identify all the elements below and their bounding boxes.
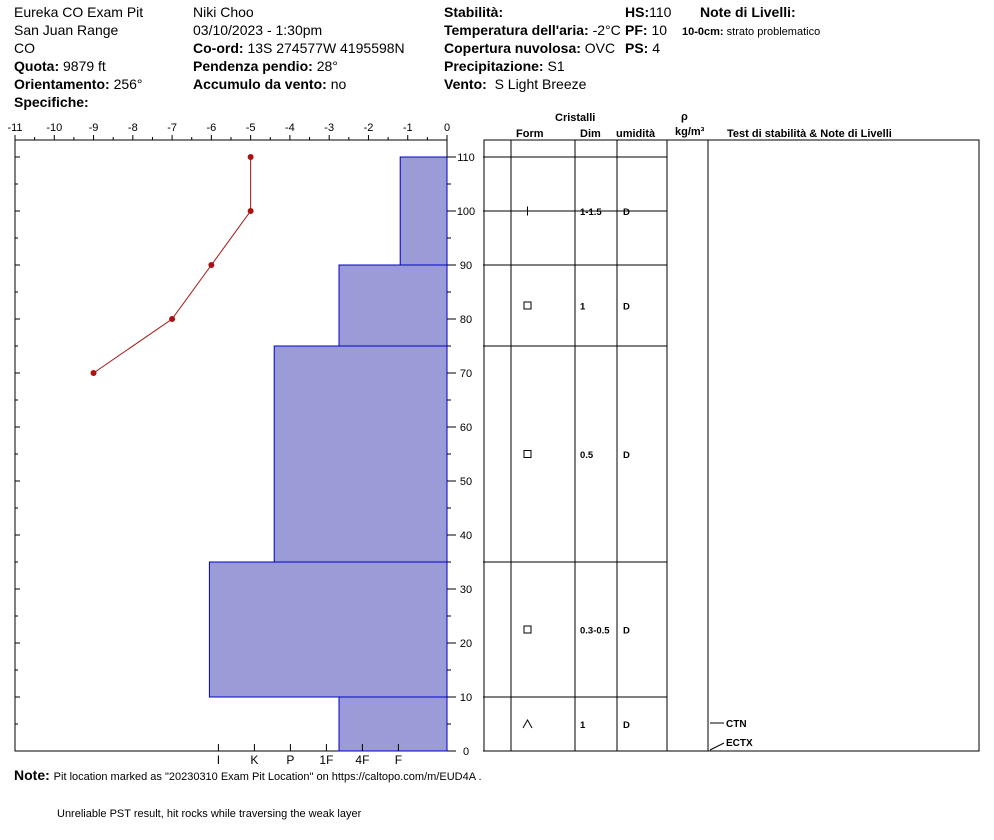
elevation-value: 9879 ft (63, 58, 106, 74)
density-rho-header: ρ (681, 111, 688, 123)
crystals-header: Cristalli (555, 112, 596, 124)
elevation-label: Quota: (14, 58, 60, 74)
temperature-point (248, 154, 254, 160)
faceted-crystals-icon (524, 302, 531, 309)
coord-label: Co-ord: (193, 40, 244, 56)
height-tick-label: 0 (462, 746, 470, 758)
temp-tick-label: -3 (324, 122, 335, 134)
hs-value: 110 (649, 4, 672, 20)
pf-value: 10 (651, 22, 668, 38)
form-header: Form (516, 128, 544, 140)
height-tick-label: 40 (459, 530, 473, 542)
hardness-tick-label: I (216, 753, 221, 767)
height-tick-label: 50 (459, 476, 473, 488)
wind-label: Vento: (444, 76, 487, 92)
temp-tick-label: 0 (443, 122, 451, 134)
layer-size: 1-1.5 (580, 207, 602, 218)
aspect-value: 256° (113, 76, 143, 92)
wind-load-value: no (330, 76, 347, 92)
hardness-bar (209, 562, 447, 697)
hardness-tick-label: P (286, 753, 295, 767)
temp-tick-label: -5 (245, 122, 256, 134)
height-tick-label: 10 (459, 692, 473, 704)
layer-moisture: D (623, 720, 630, 731)
temp-tick-label: -7 (167, 122, 177, 134)
height-tick-label: 20 (459, 638, 473, 650)
temperature-point (248, 208, 254, 214)
hardness-bar (339, 697, 447, 751)
layer-moisture: D (623, 207, 630, 218)
temp-tick-label: -6 (206, 122, 217, 134)
height-tick-label: 30 (459, 584, 473, 596)
notes-line-1: Pit location marked as "20230310 Exam Pit Location" on https://caltopo.com/m/EUD4A . (53, 771, 482, 783)
notes-label: Note: (14, 767, 50, 783)
precip-value: S1 (547, 58, 565, 74)
aspect-label: Orientamento: (14, 76, 110, 92)
layer-size: 0.3-0.5 (580, 625, 610, 637)
cloud-value: OVC (584, 40, 616, 56)
faceted-crystals-icon (524, 626, 531, 633)
pit-name: Eureka CO Exam Pit (14, 4, 144, 20)
stability-notes-header: Test di stabilità & Note di Livelli (727, 128, 892, 140)
range-name: San Juan Range (14, 22, 119, 38)
hs-label: HS: (625, 4, 650, 20)
pf-label: PF: (625, 22, 648, 38)
height-tick-label: 80 (459, 314, 473, 326)
hardness-bar (400, 157, 447, 265)
height-tick-label: 60 (459, 422, 473, 434)
temp-tick-label: -10 (46, 122, 63, 134)
layers-table-frame (484, 140, 979, 751)
specifics-label: Specifiche: (14, 94, 89, 110)
height-tick-label: 70 (459, 368, 473, 380)
coord-value: 13S 274577W 4195598N (247, 40, 405, 56)
ps-value: 4 (652, 40, 661, 56)
wind-load-label: Accumulo da vento: (193, 76, 327, 92)
faceted-crystals-icon (524, 451, 531, 458)
size-header: Dim (580, 128, 601, 140)
wind-value: S Light Breeze (494, 76, 587, 92)
air-temp-value: -2°C (592, 22, 621, 38)
stability-test-label: CTN (726, 719, 747, 730)
height-tick-label: 110 (457, 152, 475, 164)
temperature-point (169, 316, 175, 322)
slope-label: Pendenza pendio: (193, 58, 313, 74)
temp-tick-label: -9 (88, 122, 99, 134)
hardness-tick-label: F (394, 753, 403, 767)
observer-name: Niki Choo (193, 4, 254, 20)
height-tick-label: 100 (456, 206, 476, 218)
layer-note-text: strato problematico (726, 26, 821, 38)
temperature-point (91, 370, 97, 376)
precip-label: Precipitazione: (444, 58, 544, 74)
depth-hoar-icon (523, 720, 532, 728)
height-tick-label: 90 (459, 260, 473, 272)
density-unit-header: kg/m³ (675, 126, 705, 138)
stability-label: Stabilità: (444, 4, 504, 20)
hardness-tick-label: K (250, 753, 259, 767)
layer-moisture: D (623, 450, 630, 461)
test-pointer (710, 743, 724, 750)
air-temp-label: Temperatura dell'aria: (444, 22, 589, 38)
notes-line-2: Unreliable PST result, hit rocks while traversing the weak layer (57, 808, 362, 820)
layer-notes-label: Note di Livelli: (700, 4, 796, 20)
slope-value: 28° (316, 58, 338, 74)
temp-tick-label: -11 (7, 122, 23, 134)
layer-size: 1 (580, 720, 586, 731)
temp-tick-label: -4 (285, 122, 295, 134)
stability-test-label: ECTX (726, 738, 753, 749)
temp-tick-label: -2 (363, 122, 374, 134)
hardness-tick-label: 4F (355, 753, 370, 767)
observation-datetime: 03/10/2023 - 1:30pm (193, 22, 323, 38)
temperature-point (208, 262, 214, 268)
cloud-label: Copertura nuvolosa: (444, 40, 581, 56)
state-name: CO (14, 40, 35, 56)
ps-label: PS: (625, 40, 649, 56)
layer-moisture: D (623, 301, 630, 313)
layer-moisture: D (623, 625, 630, 637)
hardness-bar (274, 346, 447, 562)
hardness-bar (339, 265, 447, 346)
temp-tick-label: -1 (402, 122, 413, 134)
layer-size: 1 (580, 301, 586, 313)
layer-size: 0.5 (580, 450, 594, 461)
moisture-header: umidità (616, 128, 656, 140)
layer-note-depth: 10-0cm: (682, 26, 724, 38)
temp-tick-label: -8 (127, 122, 138, 134)
hardness-tick-label: 1F (319, 753, 334, 767)
